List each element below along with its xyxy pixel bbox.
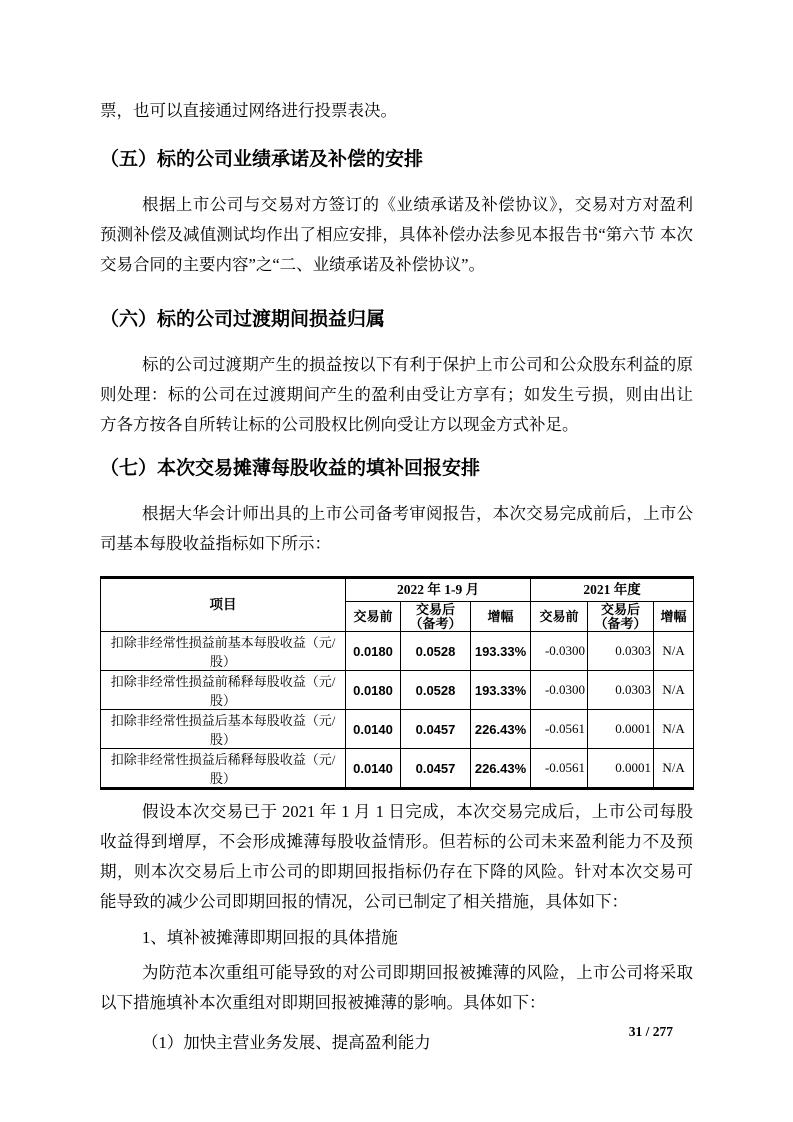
table-cell-pre-2021: -0.0561 <box>531 710 588 749</box>
table-row <box>101 671 694 710</box>
paragraph-transition-period: 标的公司过渡期产生的损益按以下有利于保护上市公司和公众股东利益的原则处理：标的公司在过渡期间产生的盈利由受让方享有；如发生亏损，则由出让方各方按各自所转让标的公司股权比例向受让方以现金方式补足。 <box>100 355 693 434</box>
table-header-post-2021 <box>588 602 654 632</box>
eps-table <box>100 576 694 790</box>
continuation-paragraph: 票，也可以直接通过网络进行投票表决。 <box>100 101 397 120</box>
table-cell-item: 扣除非经常性损益前基本每股收益（元/股） <box>101 632 346 671</box>
table-header-period-2022: 2022 年 1-9 月 <box>346 578 531 602</box>
table-row <box>101 632 694 671</box>
table-cell-post-2021: 0.0303 <box>588 632 654 671</box>
subsection-title-business-development: （1）加快主营业务发展、提高盈利能力 <box>142 1033 431 1052</box>
section-heading-performance-commitment: （五）标的公司业绩承诺及补偿的安排 <box>100 149 424 170</box>
table-cell-post-2022: 0.0528 <box>401 632 471 671</box>
table-cell-change-2021: N/A <box>654 632 694 671</box>
table-header-post-line2: （备考） <box>409 615 462 631</box>
table-cell-pre-2021: -0.0300 <box>531 671 588 710</box>
paragraph-eps-intro: 根据大华会计师出具的上市公司备考审阅报告，本次交易完成前后，上市公司基本每股收益指标如下所示： <box>100 504 693 553</box>
table-cell-item: 扣除非经常性损益后稀释每股收益（元/股） <box>101 749 346 789</box>
subsection-title-measures: 1、填补被摊薄即期回报的具体措施 <box>142 928 398 947</box>
table-header-pre-2021: 交易前 <box>531 602 588 632</box>
table-header-group-row <box>101 578 694 602</box>
table-cell-pre-2022: 0.0140 <box>346 749 401 789</box>
table-cell-post-2022: 0.0457 <box>401 710 471 749</box>
table-cell-pre-2022: 0.0180 <box>346 671 401 710</box>
table-cell-change-2022: 193.33% <box>471 671 531 710</box>
section-heading-eps-dilution: （七）本次交易摊薄每股收益的填补回报安排 <box>100 458 481 479</box>
table-cell-item: 扣除非经常性损益后基本每股收益（元/股） <box>101 710 346 749</box>
paragraph-performance-commitment: 根据上市公司与交易对方签订的《业绩承诺及补偿协议》，交易对方对盈利预测补偿及减值测试均作出了相应安排，具体补偿办法参见本报告书“第六节 本次交易合同的主要内容”之“二、业绩承诺及补偿协议”。 <box>100 195 693 274</box>
section-heading-transition-period: （六）标的公司过渡期间损益归属 <box>100 309 386 330</box>
table-cell-post-2021: 0.0001 <box>588 749 654 789</box>
table-row <box>101 749 694 789</box>
table-header-post-line2: （备考） <box>594 615 647 631</box>
table-header-post-2022 <box>401 602 471 632</box>
table-cell-post-2022: 0.0457 <box>401 749 471 789</box>
table-header-pre-2022: 交易前 <box>346 602 401 632</box>
paragraph-eps-assumption: 假设本次交易已于 2021 年 1 月 1 日完成，本次交易完成后，上市公司每股收益得到增厚，不会形成摊薄每股收益情形。但若标的公司未来盈利能力不及预期，则本次交易后上市公司的即期回报指标仍存在下降的风险。针对本次交易可能导致的减少公司即期回报的情况，公司已制定了相关措施，具体如下： <box>100 802 693 911</box>
table-cell-pre-2021: -0.0561 <box>531 749 588 789</box>
table-cell-pre-2021: -0.0300 <box>531 632 588 671</box>
table-cell-change-2021: N/A <box>654 749 694 789</box>
table-cell-change-2021: N/A <box>654 710 694 749</box>
table-cell-change-2022: 226.43% <box>471 710 531 749</box>
table-cell-post-2021: 0.0001 <box>588 710 654 749</box>
table-cell-pre-2022: 0.0180 <box>346 632 401 671</box>
table-cell-pre-2022: 0.0140 <box>346 710 401 749</box>
table-header-change-2021: 增幅 <box>654 602 694 632</box>
page-number: 31 / 277 <box>628 1024 673 1039</box>
paragraph-measures: 为防范本次重组可能导致的对公司即期回报被摊薄的风险，上市公司将采取以下措施填补本次重组对即期回报被摊薄的影响。具体如下： <box>100 963 693 1012</box>
table-cell-change-2022: 193.33% <box>471 632 531 671</box>
table-header-item: 项目 <box>101 578 346 632</box>
table-cell-change-2021: N/A <box>654 671 694 710</box>
table-header-period-2021: 2021 年度 <box>531 578 694 602</box>
table-header-post-line1: 交易后 <box>415 601 455 617</box>
table-row <box>101 710 694 749</box>
table-cell-post-2021: 0.0303 <box>588 671 654 710</box>
table-header-change-2022: 增幅 <box>471 602 531 632</box>
table-header-post-line1: 交易后 <box>601 601 641 617</box>
table-cell-post-2022: 0.0528 <box>401 671 471 710</box>
table-cell-item: 扣除非经常性损益前稀释每股收益（元/股） <box>101 671 346 710</box>
table-cell-change-2022: 226.43% <box>471 749 531 789</box>
